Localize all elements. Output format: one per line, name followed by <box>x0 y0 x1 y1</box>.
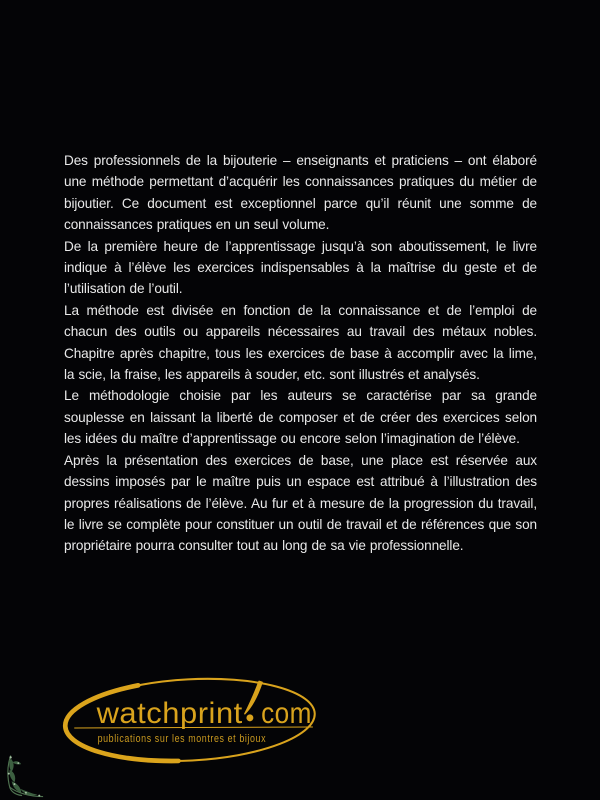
blurb-paragraph-3: La méthode est divisée en fonction de la connaissance et de l’emploi de chacun des outils ou appareils nécessaires au travail des métaux nobles. Chapitre après chapitre, tous les exercices de base à accomplir avec la lime, la scie, la fraise, les appareils à souder, etc. sont illustrés et analysés. <box>64 302 537 383</box>
logo-dot-icon <box>246 714 253 721</box>
logo-tagline: publications sur les montres et bijoux <box>97 733 267 746</box>
blurb-paragraph-1: Des professionnels de la bijouterie – enseignants et praticiens – ont élaboré une méthode permettant d’acquérir les connaissances pratiques du métier de bijoutier. Ce document est exceptionnel parce qu’il réunit une somme de connaissances pratiques en un seul volume. <box>64 153 537 233</box>
watchprint-logo <box>58 672 322 782</box>
back-cover-blurb <box>64 150 537 557</box>
blurb-paragraph-5: Après la présentation des exercices de base, une place est réservée aux dessins imposés par le maître puis un espace est attribué à l’illustration des propres réalisations de l’élève. Au fur et à mesure de la progression du travail, le livre se complète pour constituer un outil de travail et de références que son propriétaire pourra consulter tout au long de sa vie professionnelle. <box>64 452 537 554</box>
corner-flourish-ornament-icon <box>3 754 45 799</box>
blurb-paragraph-2: De la première heure de l’apprentissage jusqu’à son aboutissement, le livre indique à l’élève les exercices indispensables à la maîtrise du geste et de l’utilisation de l’outil. <box>64 238 537 297</box>
comma-swoosh-icon <box>245 681 262 713</box>
logo-brand-text: watchprint <box>95 696 243 730</box>
blurb-paragraph-4: Le méthodologie choisie par les auteurs se caractérise par sa grande souplesse en laissant la liberté de composer et de créer des exercices selon les idées du maître d’apprentissage ou encore selon l’imagination de l’élève. <box>64 388 537 447</box>
logo-tld-text: com <box>261 696 312 730</box>
